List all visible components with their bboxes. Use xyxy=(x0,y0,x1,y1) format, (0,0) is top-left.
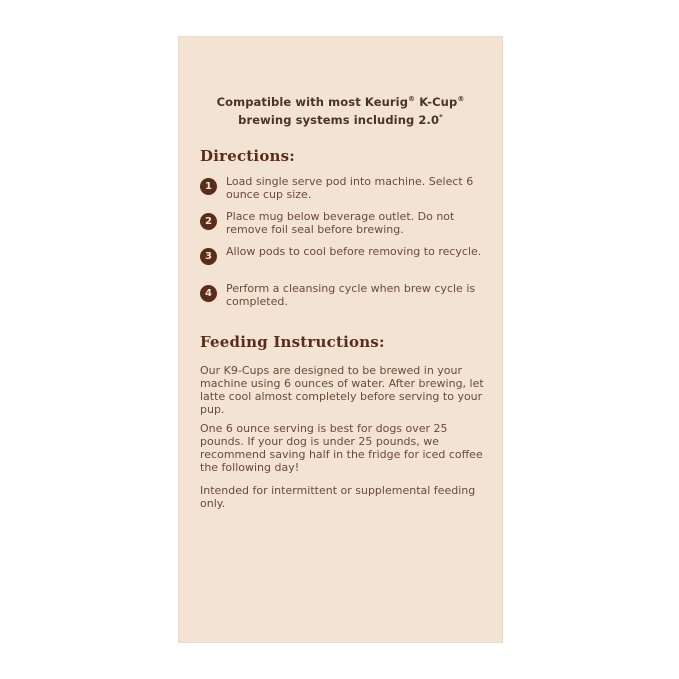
step-text: Perform a cleansing cycle when brew cycle is completed. xyxy=(226,282,476,308)
registered-mark: ® xyxy=(408,95,416,103)
compat-line2: brewing systems including 2.0 xyxy=(238,112,440,127)
feeding-heading: Feeding Instructions: xyxy=(200,333,385,351)
compatibility-note xyxy=(179,92,502,128)
compat-line1-a: Compatible with most Keurig xyxy=(216,94,409,109)
step-text: Place mug below beverage outlet. Do not remove foil seal before brewing. xyxy=(226,210,455,236)
package-panel xyxy=(179,37,502,642)
step-number-badge: 4 xyxy=(200,285,217,302)
feeding-paragraph-1: Our K9-Cups are designed to be brewed in your machine using 6 ounces of water. After brewing, let latte cool almost completely before serving to your pup. xyxy=(200,364,484,416)
registered-mark: ® xyxy=(457,95,465,103)
directions-heading: Directions: xyxy=(200,147,296,165)
step-text: Allow pods to cool before removing to recycle. xyxy=(226,245,482,258)
step-text: Load single serve pod into machine. Select 6 ounce cup size. xyxy=(226,175,474,201)
step-number-badge: 2 xyxy=(200,213,217,230)
feeding-paragraph-2: One 6 ounce serving is best for dogs over 25 pounds. If your dog is under 25 pounds, we recommend saving half in the fridge for iced coffee the following day! xyxy=(200,422,483,474)
step-number-badge: 1 xyxy=(200,178,217,195)
compat-line1-b: K-Cup xyxy=(415,94,458,109)
feeding-paragraph-3: Intended for intermittent or supplemental feeding only. xyxy=(200,484,476,510)
step-number-badge: 3 xyxy=(200,248,217,265)
asterisk: * xyxy=(439,112,443,121)
